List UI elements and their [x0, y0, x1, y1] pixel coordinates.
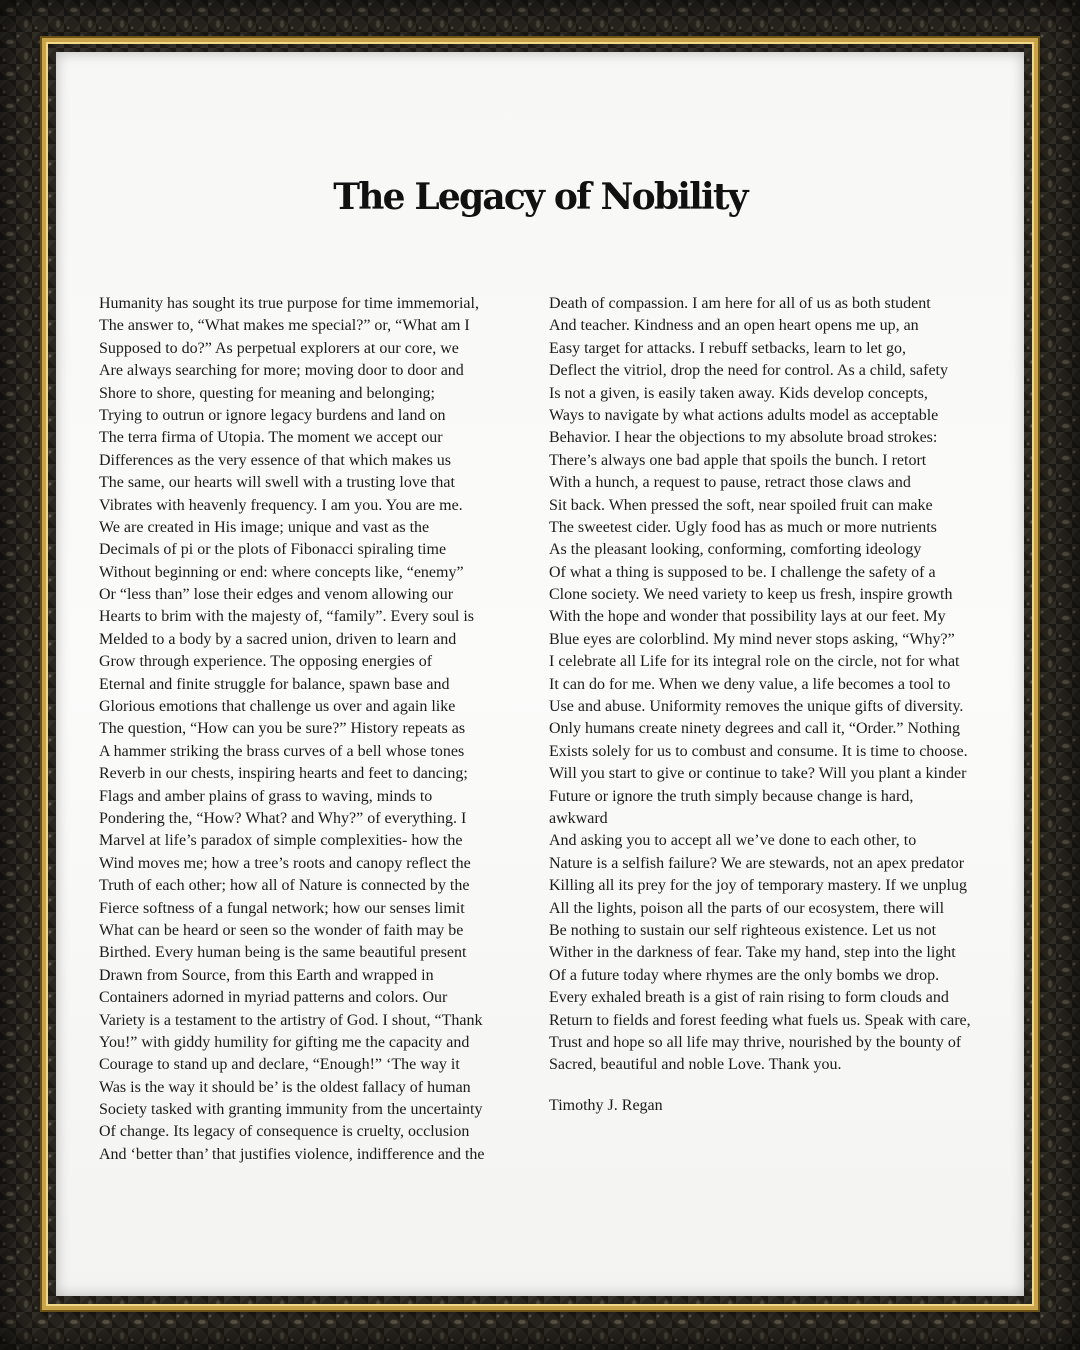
- poem-line: Blue eyes are colorblind. My mind never stops asking, “Why?”: [549, 630, 955, 648]
- poem-line: Behavior. I hear the objections to my absolute broad strokes:: [549, 429, 938, 447]
- poem-line: Pondering the, “How? What? and Why?” of everything. I: [99, 809, 467, 827]
- poem-line: Killing all its prey for the joy of temporary mastery. If we unplug: [549, 877, 967, 895]
- poem-line: We are created in His image; unique and vast as the: [99, 518, 430, 536]
- poem-line: Death of compassion. I am here for all of us as both student: [549, 295, 931, 312]
- poem-line: There’s always one bad apple that spoils the bunch. I retort: [549, 451, 927, 469]
- poem-line: Use and abuse. Uniformity removes the unique gifts of diversity.: [549, 698, 964, 716]
- poem-line: The same, our hearts will swell with a trusting love that: [99, 474, 455, 492]
- poem-line: Sacred, beautiful and noble Love. Thank you.: [549, 1056, 842, 1074]
- poem-line: And teacher. Kindness and an open heart opens me up, an: [549, 317, 919, 335]
- poem-line: Decimals of pi or the plots of Fibonacci spiraling time: [99, 541, 447, 559]
- poem-line: Sit back. When pressed the soft, near spoiled fruit can make: [549, 496, 933, 514]
- poem-line: All the lights, poison all the parts of our ecosystem, there will: [549, 899, 945, 917]
- poem-line: Flags and amber plains of grass to waving, minds to: [99, 787, 433, 805]
- author-signature: Timothy J. Regan: [549, 1097, 663, 1114]
- poem-line: Supposed to do?” As perpetual explorers at our core, we: [99, 339, 459, 357]
- poem-line: Will you start to give or continue to take? Will you plant a kinder: [549, 765, 967, 783]
- poem-line: You!” with giddy humility for gifting me the capacity and: [99, 1033, 470, 1051]
- poem-line: Of a future today where rhymes are the only bombs we drop.: [549, 966, 940, 984]
- poem-line: And asking you to accept all we’ve done to each other, to: [549, 832, 917, 850]
- poem-line: Glorious emotions that challenge us over and again like: [99, 698, 456, 716]
- poem-line: Wind moves me; how a tree’s roots and canopy reflect the: [99, 854, 471, 872]
- poem-line: Was is the way it should be’ is the oldest fallacy of human: [99, 1078, 471, 1096]
- poem-line: The answer to, “What makes me special?” or, “What am I: [99, 317, 470, 335]
- poem-line: Humanity has sought its true purpose for time immemorial,: [99, 295, 479, 312]
- poem-line: The question, “How can you be sure?” History repeats as: [99, 720, 466, 738]
- poem-line: Every exhaled breath is a gist of rain rising to form clouds and: [549, 989, 949, 1007]
- poem-page: [56, 52, 1024, 1296]
- poem-line: Birthed. Every human being is the same beautiful present: [99, 944, 467, 962]
- poem-line: Or “less than” lose their edges and venom allowing our: [99, 586, 454, 604]
- poem-line: Grow through experience. The opposing energies of: [99, 653, 433, 671]
- poem-line: Are always searching for more; moving door to door and: [99, 362, 464, 380]
- poem-column-right: [549, 293, 971, 1077]
- poem-column-left: [99, 293, 484, 1166]
- poem-line: Of change. Its legacy of consequence is cruelty, occlusion: [99, 1123, 470, 1141]
- poem-line: Ways to navigate by what actions adults model as acceptable: [549, 406, 939, 424]
- poem-line: Courage to stand up and declare, “Enough!” ‘The way it: [99, 1056, 460, 1074]
- poem-line: Return to fields and forest feeding what fuels us. Speak with care,: [549, 1011, 971, 1029]
- poem-line: A hammer striking the brass curves of a bell whose tones: [99, 742, 465, 760]
- poem-line: Eternal and finite struggle for balance, spawn base and: [99, 675, 450, 693]
- poem-line: What can be heard or seen so the wonder of faith may be: [99, 921, 464, 939]
- poem-line: With a hunch, a request to pause, retract those claws and: [549, 474, 911, 492]
- poem-line: Exists solely for us to combust and consume. It is time to choose.: [549, 742, 968, 760]
- poem-line: It can do for me. When we deny value, a life becomes a tool to: [549, 675, 951, 693]
- poem-line: Truth of each other; how all of Nature is connected by the: [99, 877, 470, 895]
- poem-line: Society tasked with granting immunity from the uncertainty: [99, 1101, 483, 1119]
- poem-line: Be nothing to sustain our self righteous existence. Let us not: [549, 921, 937, 939]
- poem-line: The sweetest cider. Ugly food has as much or more nutrients: [549, 518, 937, 536]
- poem-line: Is not a given, is easily taken away. Kids develop concepts,: [549, 384, 928, 402]
- poem-line: With the hope and wonder that possibility lays at our feet. My: [549, 608, 946, 626]
- poem-line: Melded to a body by a sacred union, driven to learn and: [99, 630, 457, 648]
- poem-line: I celebrate all Life for its integral role on the circle, not for what: [549, 653, 960, 671]
- poem-line: Drawn from Source, from this Earth and wrapped in: [99, 966, 434, 984]
- poem-line: Containers adorned in myriad patterns and colors. Our: [99, 989, 448, 1007]
- poem-line: Fierce softness of a fungal network; how our senses limit: [99, 899, 465, 917]
- poem-line: Future or ignore the truth simply because change is hard,: [549, 787, 914, 805]
- poem-line: Trust and hope so all life may thrive, nourished by the bounty of: [549, 1033, 962, 1051]
- poem-line: Of what a thing is supposed to be. I challenge the safety of a: [549, 563, 936, 581]
- poem-line: The terra firma of Utopia. The moment we accept our: [99, 429, 443, 447]
- poem-line: Easy target for attacks. I rebuff setbacks, learn to let go,: [549, 339, 907, 357]
- poem-title: The Legacy of Nobility: [333, 176, 747, 218]
- poem-line: Shore to shore, questing for meaning and belonging;: [99, 384, 435, 402]
- poem-line: Only humans create ninety degrees and call it, “Order.” Nothing: [549, 720, 960, 738]
- poem-line: Wither in the darkness of fear. Take my hand, step into the light: [549, 944, 956, 962]
- poem-line: Hearts to brim with the majesty of, “family”. Every soul is: [99, 608, 475, 626]
- poem-line: Variety is a testament to the artistry of God. I shout, “Thank: [99, 1011, 483, 1029]
- poem-line: Trying to outrun or ignore legacy burdens and land on: [99, 406, 446, 424]
- poem-line: Differences as the very essence of that which makes us: [99, 451, 452, 469]
- poem-line: awkward: [549, 809, 608, 827]
- poem-line: Reverb in our chests, inspiring hearts and feet to dancing;: [99, 765, 468, 783]
- poem-line: Without beginning or end: where concepts like, “enemy”: [99, 563, 464, 581]
- poem-line: Clone society. We need variety to keep us fresh, inspire growth: [549, 586, 953, 604]
- poem-line: Nature is a selfish failure? We are stewards, not an apex predator: [549, 854, 965, 872]
- poem-line: And ‘better than’ that justifies violence, indifference and the: [99, 1145, 485, 1163]
- poem-line: Marvel at life’s paradox of simple complexities- how the: [99, 832, 463, 850]
- poem-line: Deflect the vitriol, drop the need for control. As a child, safety: [549, 362, 948, 380]
- poem-line: As the pleasant looking, conforming, comforting ideology: [549, 541, 922, 559]
- poem-line: Vibrates with heavenly frequency. I am you. You are me.: [99, 496, 463, 514]
